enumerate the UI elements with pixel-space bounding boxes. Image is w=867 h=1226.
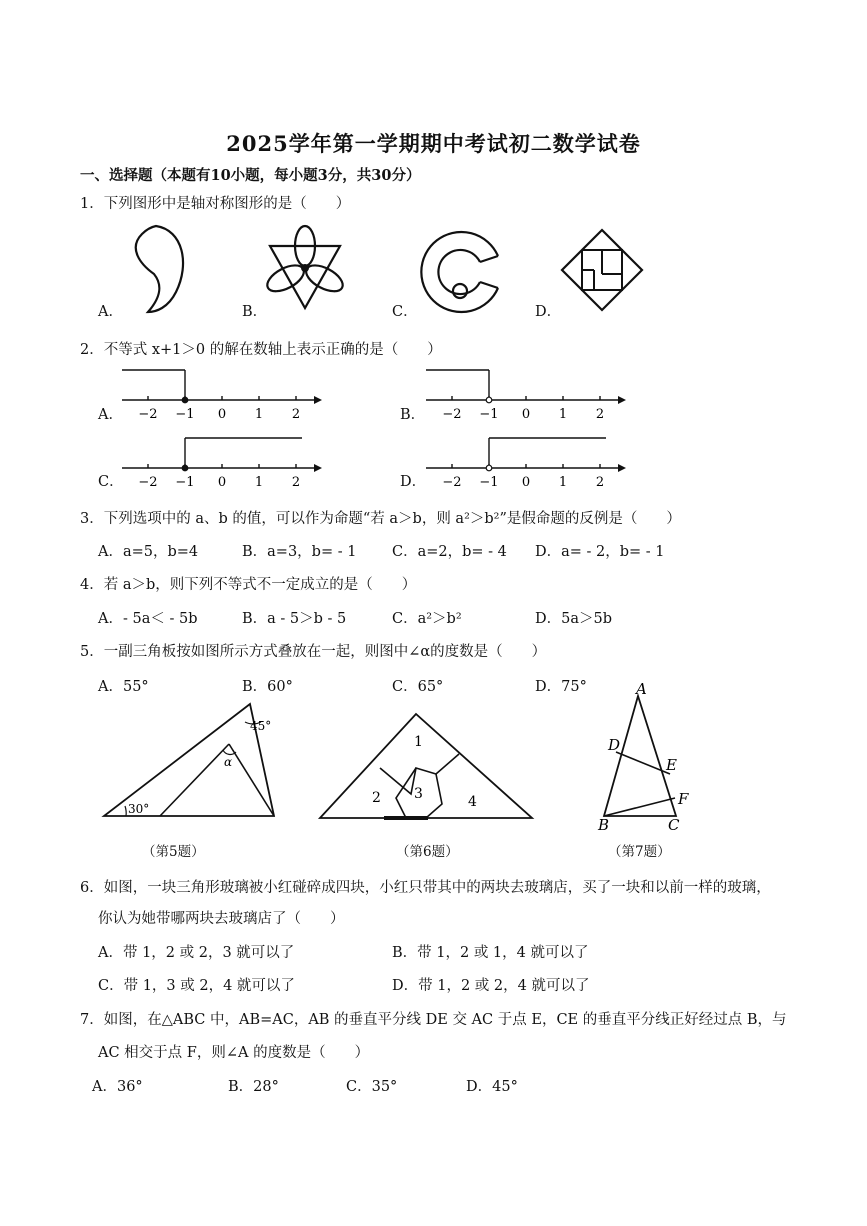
q5-option-c: C．65° (392, 679, 444, 695)
question-5-stem: 5．一副三角板按如图所示方式叠放在一起，则图中∠α的度数是（ ） (80, 644, 547, 660)
q5-option-d: D．75° (535, 679, 587, 695)
question-3-stem: 3．下列选项中的 a、b 的值，可以作为命题“若 a＞b，则 a²＞b²”是假命题的反例是（ ） (80, 511, 681, 527)
fig5-alpha: α (224, 755, 233, 769)
number-line-tick-label: −1 (479, 475, 499, 490)
q4-option-a: A．- 5a＜ - 5b (98, 611, 198, 627)
q1-label-a: A． (98, 304, 123, 320)
question-4-stem: 4．若 a＞b，则下列不等式不一定成立的是（ ） (80, 577, 417, 593)
q7-option-a: A．36° (92, 1079, 143, 1095)
number-line-tick-label: 2 (595, 407, 605, 422)
q1-label-c: C． (392, 304, 418, 320)
page-title: 2025学年第一学期期中考试初二数学试卷 (226, 131, 641, 156)
q5-option-b: B．60° (242, 679, 293, 695)
number-line-tick-label: −2 (442, 407, 462, 422)
fig7-point-b: B (598, 816, 610, 834)
q2-numberline-a (118, 362, 328, 424)
fig5-angle-45: 45° (250, 719, 272, 733)
q2-numberline-d (422, 430, 632, 492)
q2-label-c: C． (98, 474, 124, 490)
section-heading: 一、选择题（本题有10小题，每小题3分，共30分） (80, 167, 421, 184)
number-line-tick-label: 2 (291, 407, 301, 422)
q7-option-c: C．35° (346, 1079, 398, 1095)
number-line-tick-label: −1 (175, 475, 195, 490)
number-line-tick-label: −1 (479, 407, 499, 422)
question-6-line-2: 你认为她带哪两块去玻璃店了（ ） (98, 911, 345, 927)
q1-label-b: B． (242, 304, 268, 320)
axis-arrow (618, 464, 626, 472)
number-line-tick-label: −2 (442, 475, 462, 490)
axis-arrow (618, 396, 626, 404)
axis-arrow (314, 464, 322, 472)
solid-dot (182, 465, 188, 471)
figure-6 (316, 708, 536, 823)
q3-option-a: A．a=5，b=4 (98, 544, 199, 560)
number-line-tick-label: 2 (595, 475, 605, 490)
q7-option-b: B．28° (228, 1079, 279, 1095)
q4-option-b: B．a - 5＞b - 5 (242, 611, 347, 627)
question-2-stem: 2．不等式 x+1＞0 的解在数轴上表示正确的是（ ） (80, 342, 442, 358)
question-1-stem: 1．下列图形中是轴对称图形的是（ ） (80, 196, 351, 212)
solid-dot (182, 397, 188, 403)
q6-option-a: A．带 1，2 或 2，3 就可以了 (98, 945, 295, 961)
question-6-line-1: 6．如图，一块三角形玻璃被小红碰碎成四块，小红只带其中的两块去玻璃店，买了一块和以前一样的玻璃， (80, 880, 771, 896)
fig7-point-e: E (666, 756, 677, 774)
q2-label-b: B． (400, 407, 426, 423)
q6-option-d: D．带 1，2 或 2，4 就可以了 (392, 978, 590, 994)
q2-numberline-b (422, 362, 632, 424)
number-line-tick-label: −1 (175, 407, 195, 422)
number-line-tick-label: 2 (291, 475, 301, 490)
q1-figure-b (260, 222, 350, 322)
q7-option-d: D．45° (466, 1079, 518, 1095)
open-dot (486, 465, 492, 471)
question-7-line-2: AC 相交于点 F，则∠A 的度数是（ ） (98, 1045, 370, 1061)
axis-arrow (314, 396, 322, 404)
q4-option-d: D．5a＞5b (535, 611, 613, 627)
fig5-caption: （第5题） (142, 844, 205, 860)
fig6-piece-2: 2 (372, 790, 381, 806)
q1-label-d: D． (535, 304, 562, 320)
number-line-tick-label: 0 (217, 475, 227, 490)
open-dot (486, 397, 492, 403)
number-line-tick-label: 1 (558, 407, 568, 422)
q6-option-c: C．带 1，3 或 2，4 就可以了 (98, 978, 295, 994)
fig7-caption: （第7题） (608, 844, 671, 860)
q2-label-d: D． (400, 474, 427, 490)
question-7-line-1: 7．如图，在△ABC 中，AB=AC，AB 的垂直平分线 DE 交 AC 于点 E，CE 的垂直平分线正好经过点 B，与 (80, 1012, 787, 1028)
fig6-piece-3: 3 (414, 786, 423, 802)
fig6-caption: （第6题） (396, 844, 459, 860)
fig6-piece-1: 1 (414, 734, 423, 750)
q1-figure-a (118, 222, 198, 322)
fig7-point-f: F (678, 790, 689, 808)
figure-5 (100, 700, 290, 825)
q3-option-d: D．a= - 2，b= - 1 (535, 544, 665, 560)
q1-figure-c (410, 222, 510, 322)
fig7-point-c: C (668, 816, 680, 834)
fig5-angle-30: 30° (128, 802, 150, 816)
q2-label-a: A． (98, 407, 123, 423)
number-line-tick-label: 1 (254, 407, 264, 422)
q1-figure-d (556, 222, 656, 322)
fig6-piece-4: 4 (468, 794, 477, 810)
q3-option-b: B．a=3，b= - 1 (242, 544, 357, 560)
q3-option-c: C．a=2，b= - 4 (392, 544, 507, 560)
number-line-tick-label: 1 (254, 475, 264, 490)
q6-option-b: B．带 1，2 或 1，4 就可以了 (392, 945, 589, 961)
number-line-tick-label: 0 (521, 475, 531, 490)
figure-7 (594, 682, 704, 832)
number-line-tick-label: 0 (521, 407, 531, 422)
number-line-tick-label: 0 (217, 407, 227, 422)
q4-option-c: C．a²＞b² (392, 611, 462, 627)
q5-option-a: A．55° (98, 679, 149, 695)
number-line-tick-label: 1 (558, 475, 568, 490)
fig7-point-a: A (636, 680, 647, 698)
q2-numberline-c (118, 430, 328, 492)
number-line-tick-label: −2 (138, 407, 158, 422)
fig7-point-d: D (608, 736, 621, 754)
number-line-tick-label: −2 (138, 475, 158, 490)
